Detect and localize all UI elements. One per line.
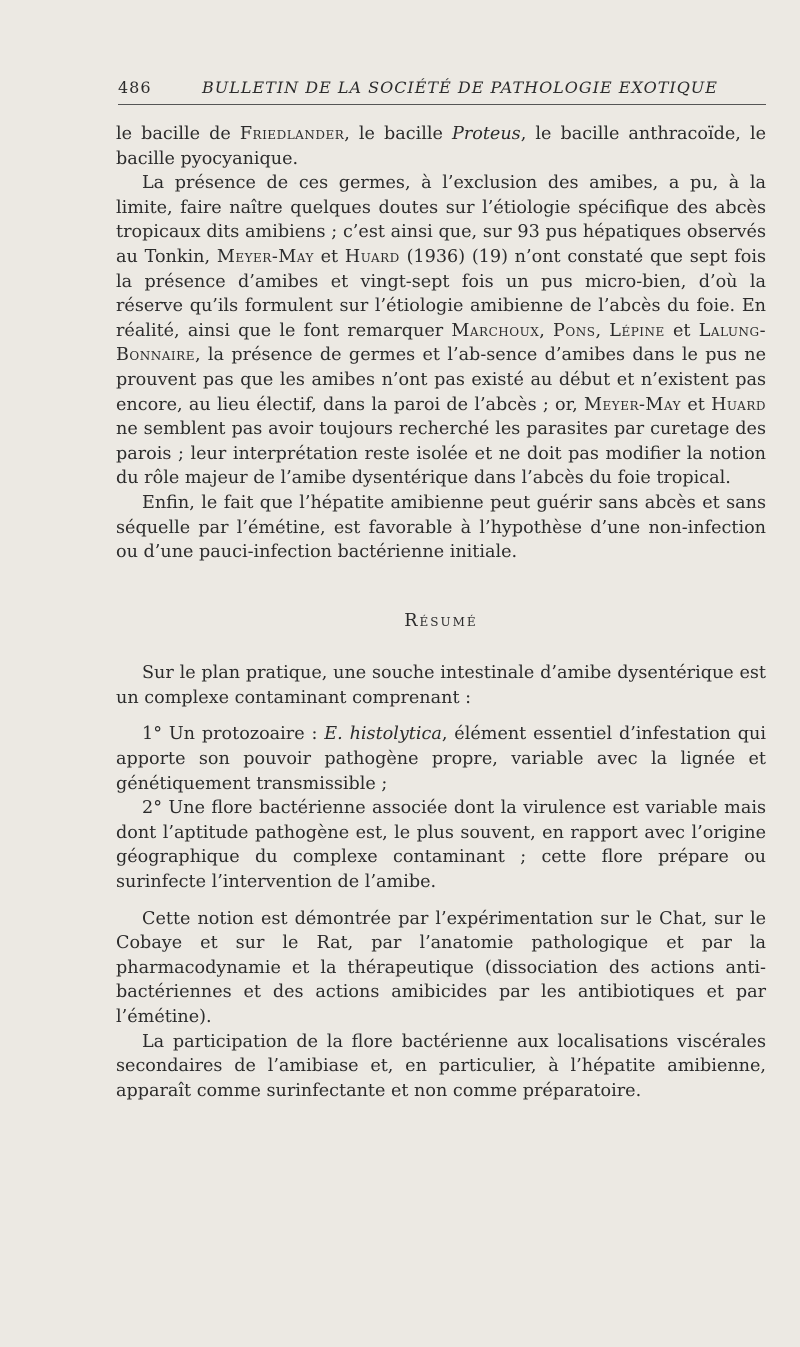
text-run: et: [313, 246, 345, 267]
text-run: , la présence de germes et l’ab-sence d’amibes dans le pus ne prouvent pas que les amibes n’ont pas existé au début et n’existent pas encore, au lieu électif, dans la paroi de l’abcès ; or,: [116, 345, 766, 415]
text-run: et: [664, 320, 699, 341]
italic-term: Proteus: [452, 124, 521, 144]
page-number: 486: [118, 78, 152, 97]
text-run: ,: [539, 320, 554, 341]
author-name: Lalung-Bonnaire: [116, 320, 767, 366]
author-name: Lépine: [609, 320, 665, 341]
author-name: Huard: [344, 246, 400, 267]
running-title: BULLETIN DE LA SOCIÉTÉ DE PATHOLOGIE EXOTIQUE: [202, 78, 718, 97]
paragraph: 2° Une flore bactérienne associée dont la virulence est variable mais dont l’aptitude pathogène est, le plus souvent, en rapport avec l’origine géographique du complexe contaminant ; cette flore prépare ou surinfecte l’intervention de l’amibe.: [116, 798, 766, 893]
author-name: Huard: [711, 394, 767, 415]
text-run: et: [681, 394, 712, 415]
italic-term: E. histolytica: [324, 724, 442, 745]
paragraph: Sur le plan pratique, une souche intestinale d’amibe dysentérique est un complexe contaminant comprenant :: [116, 663, 766, 708]
author-name: Pons: [553, 320, 596, 341]
paragraph: La participation de la flore bactérienne aux localisations viscérales secondaires de l’amibiase et, en particulier, à l’hépatite amibienne, apparaît comme surinfectante et non comme préparatoire.: [116, 1031, 766, 1101]
paragraph: Enfin, le fait que l’hépatite amibienne peut guérir sans abcès et sans séquelle par l’émétine, est favorable à l’hypothèse d’une non-infection ou d’une pauci-infection bactérienne initiale.: [116, 492, 766, 563]
paragraph: [116, 122, 766, 171]
paragraph: [116, 171, 766, 491]
author-name: Friedlander: [239, 124, 345, 144]
text-run: ,: [595, 320, 610, 341]
text-run: , le bacille: [344, 124, 452, 144]
author-name: Marchoux: [451, 320, 540, 341]
section-title: Résumé: [404, 610, 478, 631]
text-run: , élément essentiel d’infestation qui apporte son pouvoir pathogène propre, variable avec la lignée et génétiquement transmissible ;: [116, 724, 766, 794]
text-run: 1° Un protozoaire :: [142, 724, 325, 745]
text-run: ne semblent pas avoir toujours recherché les parasites par curetage des parois ; leur interprétation reste isolée et ne doit pas modifier la notion du rôle majeur de l’amibe dysentérique dans l’abcès du foie tropical.: [116, 419, 766, 489]
page-header: [118, 78, 766, 105]
body-text: [116, 122, 766, 1103]
paragraph: [116, 722, 766, 796]
author-name: Meyer-May: [584, 394, 682, 415]
text-run: , le bacille anthracoïde, le bacille pyocyanique.: [116, 124, 766, 169]
text-run: (1936) (19) n’ont constaté que sept fois la présence d’amibes et vingt-sept fois un pus micro-bien, d’où la réserve qu’ils formulent sur l’étiologie amibienne de l’abcès du foie. En réalité, ainsi que le font remarquer: [116, 246, 766, 341]
author-name: Meyer-May: [216, 246, 314, 267]
text-run: La présence de ces germes, à l’exclusion des amibes, a pu, à la limite, faire naître quelques doutes sur l’étiologie spécifique des abcès tropicaux dits amibiens ; c’est ainsi que, sur 93 pus hépatiques observés au Tonkin,: [116, 173, 766, 267]
paragraph: Cette notion est démontrée par l’expérimentation sur le Chat, sur le Cobaye et sur le Rat, par l’anatomie pathologique et par la pharmacodynamie et la thérapeutique (dissociation des actions anti-bactériennes et des actions amibicides par les antibiotiques et par l’émétine).: [116, 908, 766, 1027]
text-run: le bacille de: [116, 124, 240, 144]
